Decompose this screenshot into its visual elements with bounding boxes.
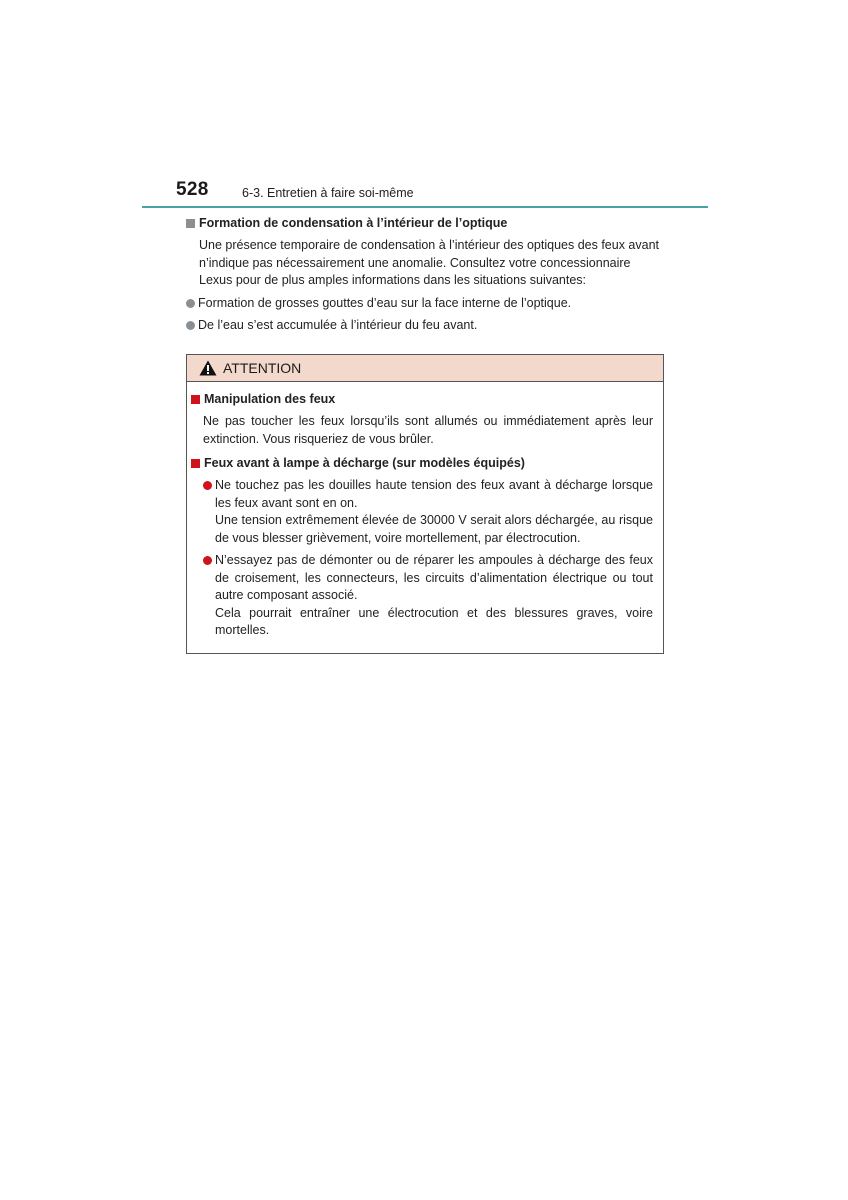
list-item (186, 295, 664, 313)
condensation-paragraph: Une présence temporaire de condensation à l’intérieur des optiques des feux avant n’indique pas nécessairement une anomalie. Consultez votre concessionnaire Lexus pour de plus amples informations dans les situations suivantes: (199, 238, 660, 287)
condensation-heading-text: Formation de condensation à l’intérieur de l’optique (199, 216, 508, 230)
bullet-dot-icon (203, 556, 212, 565)
list-item (191, 552, 653, 640)
condensation-heading (186, 214, 664, 232)
page-number: 528 (176, 179, 209, 200)
attention-title: ATTENTION (223, 360, 302, 376)
list-item-content (215, 552, 653, 640)
handling-heading (191, 390, 653, 408)
square-bullet-icon (186, 219, 195, 228)
bullet-dot-icon (186, 299, 195, 308)
warning-triangle-icon (199, 360, 217, 376)
list-item (191, 477, 653, 547)
handling-heading-text: Manipulation des feux (204, 392, 336, 406)
list-item (186, 317, 664, 335)
attention-body (187, 382, 663, 640)
attention-header (187, 355, 663, 382)
list-item-text: De l’eau s’est accumulée à l’intérieur du feu avant. (198, 318, 478, 332)
discharge-heading-text: Feux avant à lampe à décharge (sur modèles équipés) (204, 456, 525, 470)
discharge-heading (191, 454, 653, 472)
list-item-text: Formation de grosses gouttes d’eau sur la face interne de l’optique. (198, 295, 572, 310)
attention-box (186, 354, 664, 654)
section-title: 6-3. Entretien à faire soi-même (242, 186, 414, 200)
list-item-content (215, 477, 653, 547)
header-rule (142, 206, 708, 208)
square-bullet-icon (191, 459, 200, 468)
list-item-text: N’essayez pas de démonter ou de réparer les ampoules à décharge des feux de croisement, les connecteurs, les circuits d’alimentation électrique ou tout autre composant associé. (215, 553, 653, 602)
condensation-section (186, 214, 664, 335)
bullet-dot-icon (203, 481, 212, 490)
handling-paragraph: Ne pas toucher les feux lorsqu’ils sont allumés ou immédiatement après leur extinction. Vous risqueriez de vous brûler. (203, 414, 653, 446)
bullet-dot-icon (186, 321, 195, 330)
square-bullet-icon (191, 395, 200, 404)
list-item-text: Une tension extrêmement élevée de 30000 V serait alors déchargée, au risque de vous blesser grièvement, voire mortellement, par électrocution. (215, 513, 653, 545)
list-item-text: Ne touchez pas les douilles haute tension des feux avant à décharge lorsque les feux avant sont en on. (215, 478, 653, 510)
list-item-text: Cela pourrait entraîner une électrocution et des blessures graves, voire mortelles. (215, 605, 653, 637)
